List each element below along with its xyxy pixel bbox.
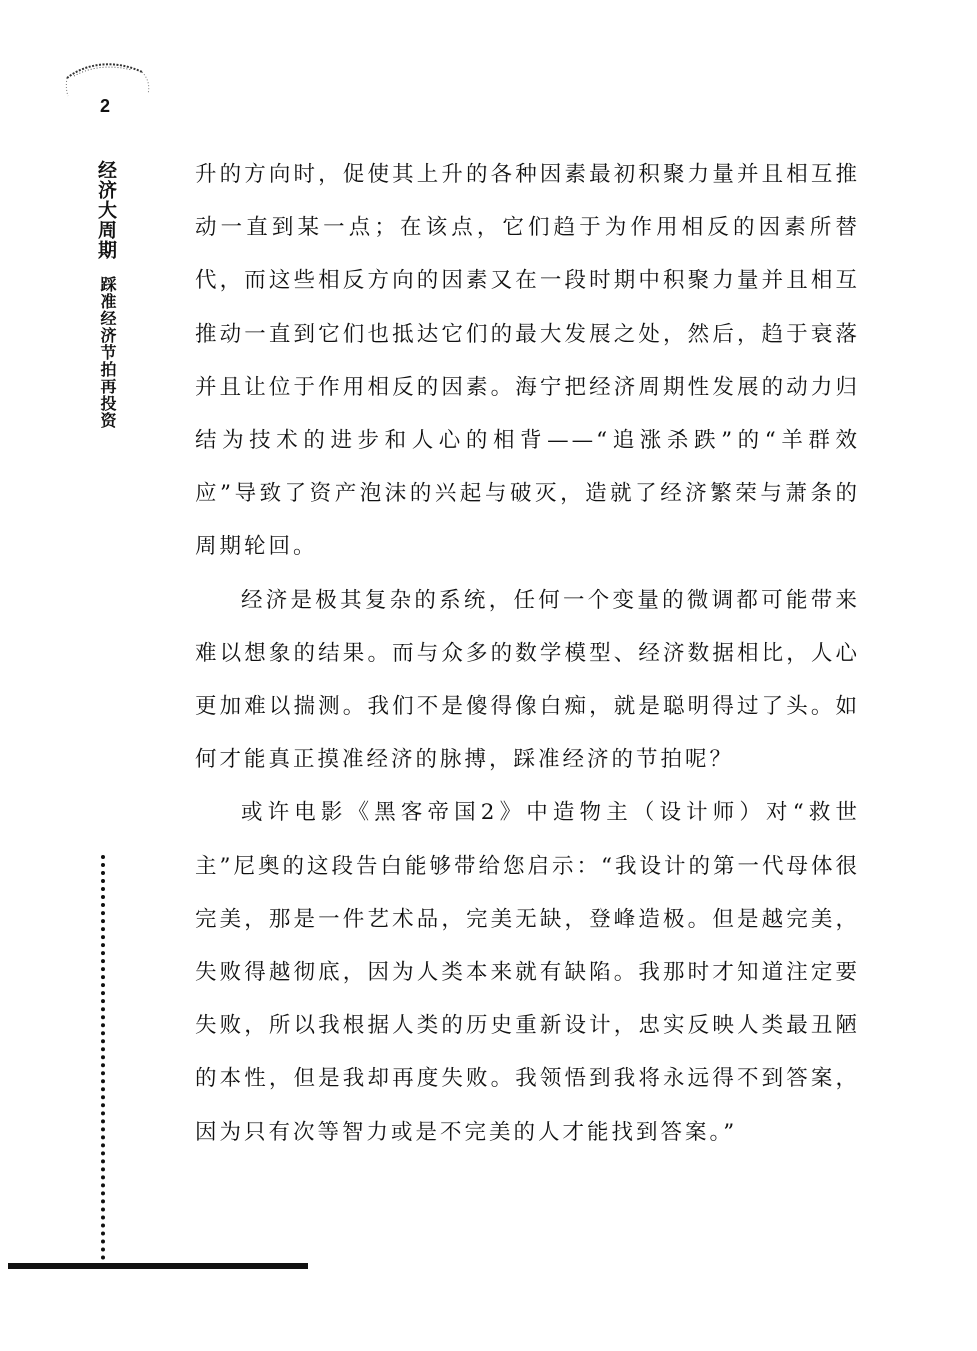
margin-dotted-rule: [101, 855, 105, 1260]
paragraph: 升的方向时，促使其上升的各种因素最初积聚力量并且相互推动一直到某一点；在该点，它们趋于为作用相反的因素所替代，而这些相反方向的因素又在一段时期中积聚力量并且相互推动一直到它们也抵达它们的最大发展之处，然后，趋于衰落并且让位于作用相反的因素。海宁把经济周期性发展的动力归结为技术的进步和人心的相背——“追涨杀跌”的“羊群效应”导致了资产泡沫的兴起与破灭，造就了经济繁荣与萧条的周期轮回。: [195, 162, 860, 560]
running-title-main: 经济大周期: [95, 160, 117, 260]
page-number: 2: [100, 96, 111, 116]
running-title-sub: 踩准经济节拍再投资: [98, 276, 117, 429]
bottom-rule: [8, 1263, 308, 1269]
paragraph: 或许电影《黑客帝国2》中造物主（设计师）对“救世主”尼奥的这段告白能够带给您启示：“我设计的第一代母体很完美，那是一件艺术品，完美无缺，登峰造极。但是越完美，失败得越彻底，因为人类本来就有缺陷。我那时才知道注定要失败，所以我根据人类的历史重新设计，忠实反映人类最丑陋的本性，但是我却再度失败。我领悟到我将永远得不到答案，因为只有次等智力或是不完美的人才能找到答案。”: [195, 800, 860, 1145]
body-text: [195, 148, 860, 1159]
paragraph: 经济是极其复杂的系统，任何一个变量的微调都可能带来难以想象的结果。而与众多的数学模型、经济数据相比，人心更加难以揣测。我们不是傻得像白痴，就是聪明得过了头。如何才能真正摸准经济的脉搏，踩准经济的节拍呢？: [195, 587, 860, 773]
